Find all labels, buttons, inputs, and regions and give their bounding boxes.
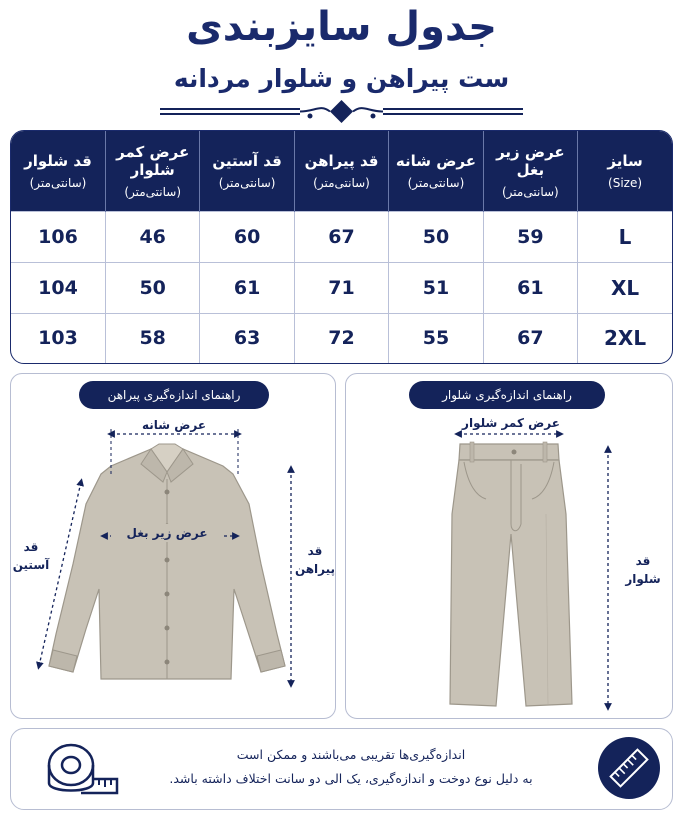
cell-underarm: 61 <box>483 262 577 313</box>
cell-size: XL <box>578 262 672 313</box>
ruler-badge <box>598 737 660 799</box>
label-pants-length: قد شلوار <box>625 554 661 586</box>
pants-guide-panel <box>345 373 673 719</box>
cell-waist: 50 <box>105 262 199 313</box>
table-row <box>11 211 672 262</box>
table-header-row <box>11 131 672 211</box>
cell-underarm: 59 <box>483 211 577 262</box>
table-row <box>11 313 672 363</box>
ruler-icon <box>598 737 660 799</box>
note-text <box>121 743 581 791</box>
size-table <box>10 130 673 364</box>
cell-shirt-length: 67 <box>294 211 388 262</box>
label-underarm: عرض زیر بغل <box>111 524 223 542</box>
page-title: جدول سایزبندی <box>186 4 497 50</box>
cell-underarm: 67 <box>483 313 577 363</box>
label-waist: عرض کمر شلوار <box>462 416 560 430</box>
note-box <box>10 728 673 810</box>
note-line-1: اندازه‌گیری‌ها تقریبی می‌باشند و ممکن است <box>236 747 466 762</box>
header-waist: عرض کمر شلوار (سانتی‌متر) <box>105 131 199 211</box>
measuring-tape-icon <box>41 739 121 801</box>
cell-pants-length: 104 <box>11 262 105 313</box>
shirt-guide-title: راهنمای اندازه‌گیری پیراهن <box>79 381 269 409</box>
header-pants-length: قد شلوار (سانتی‌متر) <box>11 131 105 211</box>
note-line-2: به دلیل نوع دوخت و اندازه‌گیری، یک الی دو سانت اختلاف داشته باشد. <box>169 771 533 786</box>
label-shirt-length: قد پیراهن <box>294 544 336 576</box>
cell-waist: 58 <box>105 313 199 363</box>
cell-shoulder: 50 <box>389 211 483 262</box>
cell-size: 2XL <box>578 313 672 363</box>
page-subtitle: ست پیراهن و شلوار مردانه <box>173 64 510 93</box>
header-underarm: عرض زیر بغل (سانتی‌متر) <box>483 131 577 211</box>
header-shoulder: عرض شانه (سانتی‌متر) <box>389 131 483 211</box>
label-sleeve: قد آستین <box>12 540 50 572</box>
cell-sleeve: 61 <box>200 262 294 313</box>
cell-size: L <box>578 211 672 262</box>
cell-pants-length: 103 <box>11 313 105 363</box>
cell-waist: 46 <box>105 211 199 262</box>
label-shoulder: عرض شانه <box>141 418 207 432</box>
cell-sleeve: 63 <box>200 313 294 363</box>
cell-shirt-length: 71 <box>294 262 388 313</box>
table-row <box>11 262 672 313</box>
cell-shoulder: 51 <box>389 262 483 313</box>
cell-pants-length: 106 <box>11 211 105 262</box>
cell-shoulder: 55 <box>389 313 483 363</box>
cell-sleeve: 60 <box>200 211 294 262</box>
header-shirt-length: قد پیراهن (سانتی‌متر) <box>294 131 388 211</box>
shirt-guide-panel <box>10 373 336 719</box>
header-sleeve: قد آستین (سانتی‌متر) <box>200 131 294 211</box>
pants-guide-title: راهنمای اندازه‌گیری شلوار <box>409 381 605 409</box>
header-size: سایز (Size) <box>578 131 672 211</box>
ornament-divider <box>150 100 533 124</box>
cell-shirt-length: 72 <box>294 313 388 363</box>
